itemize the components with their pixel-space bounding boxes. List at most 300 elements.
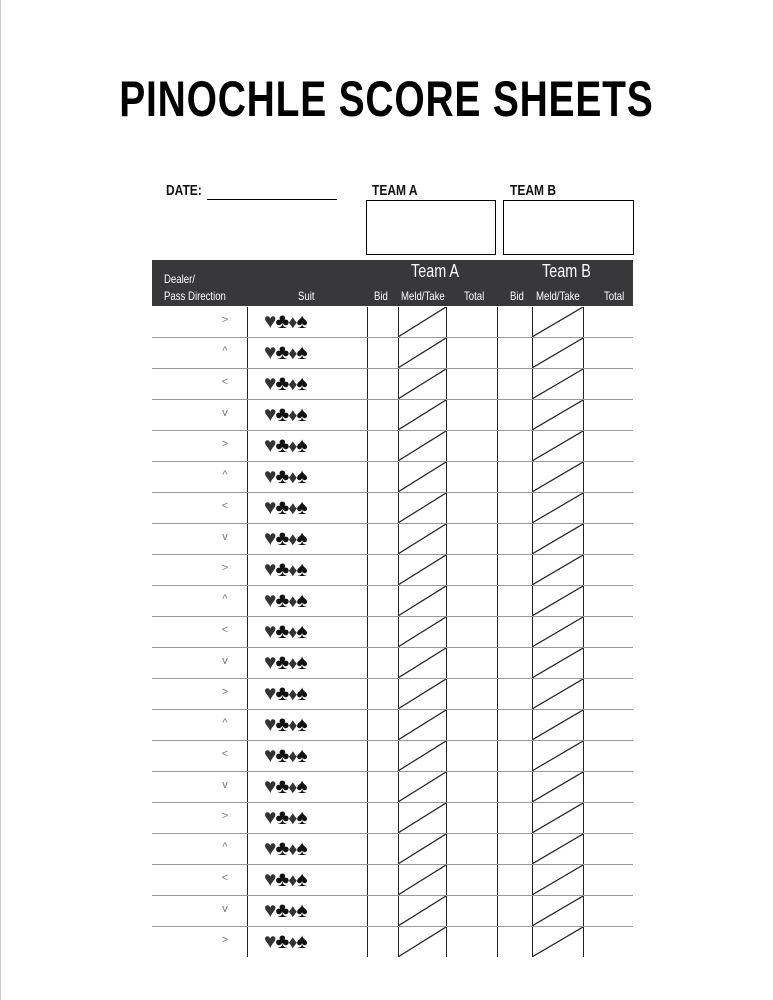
meld-take-divider [532,679,583,709]
header-team-a-bid: Bid [374,289,388,303]
diamond-icon[interactable]: ♦ [288,715,297,735]
column-divider [583,741,584,771]
team-b-meld-take-cell[interactable] [532,524,583,554]
spade-icon[interactable]: ♠ [296,744,307,767]
score-row [152,524,633,555]
club-icon[interactable]: ♣ [275,341,289,364]
header-pass-direction: Pass Direction [164,289,226,303]
club-icon[interactable]: ♣ [275,310,289,333]
team-a-name-box[interactable] [366,200,496,255]
score-row [152,834,633,865]
heart-icon[interactable]: ♥ [264,434,276,457]
column-divider [446,679,447,709]
pass-direction-indicator: v [222,407,228,419]
column-divider [446,431,447,461]
column-divider [367,493,368,523]
club-icon[interactable]: ♣ [275,868,289,891]
meld-take-divider [532,586,583,616]
score-row [152,896,633,927]
spade-icon[interactable]: ♠ [296,837,307,860]
column-divider [583,865,584,895]
team-b-label: TEAM B [510,182,556,199]
score-row [152,741,633,772]
heart-icon[interactable]: ♥ [264,651,276,674]
spade-icon[interactable]: ♠ [296,620,307,643]
meld-take-divider [398,834,446,864]
team-a-label: TEAM A [372,182,418,199]
spade-icon[interactable]: ♠ [296,775,307,798]
diamond-icon[interactable]: ♦ [288,839,297,859]
pass-direction-indicator: > [221,438,229,450]
team-a-meld-take-cell[interactable] [398,772,446,802]
column-divider [247,369,248,399]
team-b-meld-take-cell[interactable] [532,927,583,957]
pass-direction-indicator: > [221,934,229,946]
meld-take-divider [532,400,583,430]
team-a-meld-take-cell[interactable] [398,679,446,709]
pass-direction-indicator: ^ [222,717,228,729]
column-divider [247,865,248,895]
heart-icon[interactable]: ♥ [264,372,276,395]
team-b-meld-take-cell[interactable] [532,648,583,678]
suit-symbols [264,775,307,799]
team-a-meld-take-cell[interactable] [398,524,446,554]
diamond-icon[interactable]: ♦ [288,622,297,642]
club-icon[interactable]: ♣ [275,682,289,705]
score-row [152,586,633,617]
pass-direction-indicator: < [221,500,229,512]
column-divider [446,865,447,895]
team-b-meld-take-cell[interactable] [532,617,583,647]
column-divider [583,524,584,554]
diamond-icon[interactable]: ♦ [288,808,297,828]
column-divider [367,307,368,337]
score-row [152,710,633,741]
column-divider [446,741,447,771]
column-divider [446,307,447,337]
club-icon[interactable]: ♣ [275,527,289,550]
meld-take-divider [532,648,583,678]
column-divider [247,555,248,585]
column-divider [497,462,498,492]
column-divider [446,369,447,399]
club-icon[interactable]: ♣ [275,837,289,860]
meld-take-divider [398,431,446,461]
column-divider [367,369,368,399]
column-divider [247,679,248,709]
meld-take-divider [532,431,583,461]
diamond-icon[interactable]: ♦ [288,436,297,456]
team-b-meld-take-cell[interactable] [532,338,583,368]
heart-icon[interactable]: ♥ [264,930,276,953]
column-divider [446,493,447,523]
club-icon[interactable]: ♣ [275,930,289,953]
heart-icon[interactable]: ♥ [264,620,276,643]
score-row [152,679,633,710]
column-divider [367,586,368,616]
team-a-meld-take-cell[interactable] [398,648,446,678]
team-b-meld-take-cell[interactable] [532,400,583,430]
pass-direction-indicator: ^ [222,841,228,853]
pass-direction-indicator: < [221,624,229,636]
column-divider [247,772,248,802]
column-divider [247,927,248,957]
meld-take-divider [532,369,583,399]
suit-symbols [264,372,307,396]
team-a-meld-take-cell[interactable] [398,586,446,616]
column-divider [583,803,584,833]
heart-icon[interactable]: ♥ [264,775,276,798]
meld-take-divider [398,803,446,833]
diamond-icon[interactable]: ♦ [288,932,297,952]
diamond-icon[interactable]: ♦ [288,653,297,673]
team-a-meld-take-cell[interactable] [398,462,446,492]
spade-icon[interactable]: ♠ [296,372,307,395]
column-divider [583,679,584,709]
spade-icon[interactable]: ♠ [296,806,307,829]
date-field[interactable] [207,199,337,200]
column-divider [583,369,584,399]
header-team-b-meld-take: Meld/Take [536,289,580,303]
diamond-icon[interactable]: ♦ [288,901,297,921]
column-divider [446,648,447,678]
heart-icon[interactable]: ♥ [264,403,276,426]
heart-icon[interactable]: ♥ [264,589,276,612]
heart-icon[interactable]: ♥ [264,899,276,922]
spade-icon[interactable]: ♠ [296,930,307,953]
pass-direction-indicator: v [222,655,228,667]
column-divider [247,493,248,523]
suit-symbols [264,403,307,427]
meld-take-divider [532,803,583,833]
column-divider [583,307,584,337]
meld-take-divider [532,710,583,740]
column-divider [583,834,584,864]
column-divider [497,524,498,554]
column-divider [497,493,498,523]
meld-take-divider [398,369,446,399]
pass-direction-indicator: v [222,903,228,915]
team-b-meld-take-cell[interactable] [532,679,583,709]
team-a-meld-take-cell[interactable] [398,338,446,368]
team-a-meld-take-cell[interactable] [398,369,446,399]
heart-icon[interactable]: ♥ [264,868,276,891]
meld-take-divider [532,865,583,895]
team-b-meld-take-cell[interactable] [532,896,583,926]
team-a-meld-take-cell[interactable] [398,803,446,833]
column-divider [583,896,584,926]
heart-icon[interactable]: ♥ [264,465,276,488]
score-row [152,431,633,462]
team-a-meld-take-cell[interactable] [398,400,446,430]
diamond-icon[interactable]: ♦ [288,467,297,487]
column-divider [367,710,368,740]
column-divider [446,400,447,430]
suit-symbols [264,341,307,365]
column-divider [367,772,368,802]
diamond-icon[interactable]: ♦ [288,684,297,704]
team-a-meld-take-cell[interactable] [398,865,446,895]
meld-take-divider [532,493,583,523]
score-row [152,927,633,957]
meld-take-divider [532,524,583,554]
diamond-icon[interactable]: ♦ [288,343,297,363]
diamond-icon[interactable]: ♦ [288,777,297,797]
meld-take-divider [398,338,446,368]
heart-icon[interactable]: ♥ [264,310,276,333]
club-icon[interactable]: ♣ [275,589,289,612]
heart-icon[interactable]: ♥ [264,527,276,550]
diamond-icon[interactable]: ♦ [288,591,297,611]
spade-icon[interactable]: ♠ [296,341,307,364]
column-divider [497,679,498,709]
heart-icon[interactable]: ♥ [264,806,276,829]
team-b-meld-take-cell[interactable] [532,307,583,337]
column-divider [497,648,498,678]
column-divider [367,462,368,492]
column-divider [446,555,447,585]
column-divider [446,586,447,616]
diamond-icon[interactable]: ♦ [288,560,297,580]
team-b-meld-take-cell[interactable] [532,431,583,461]
column-divider [367,896,368,926]
meld-take-divider [532,741,583,771]
score-row [152,865,633,896]
heart-icon[interactable]: ♥ [264,341,276,364]
column-divider [497,617,498,647]
column-divider [497,896,498,926]
team-b-meld-take-cell[interactable] [532,834,583,864]
pass-direction-indicator: ^ [222,593,228,605]
column-divider [583,772,584,802]
suit-symbols [264,837,307,861]
team-b-meld-take-cell[interactable] [532,493,583,523]
heart-icon[interactable]: ♥ [264,713,276,736]
pass-direction-indicator: > [221,810,229,822]
column-divider [247,710,248,740]
team-a-meld-take-cell[interactable] [398,710,446,740]
column-divider [497,369,498,399]
page-title: PINOCHLE SCORE SHEETS [119,71,654,127]
club-icon[interactable]: ♣ [275,713,289,736]
score-row [152,803,633,834]
column-divider [497,555,498,585]
column-divider [367,865,368,895]
meld-take-divider [398,524,446,554]
column-divider [367,617,368,647]
meld-take-divider [398,493,446,523]
date-label: DATE: [166,182,202,199]
pass-direction-indicator: < [221,872,229,884]
column-divider [367,524,368,554]
spade-icon[interactable]: ♠ [296,899,307,922]
spade-icon[interactable]: ♠ [296,465,307,488]
team-b-meld-take-cell[interactable] [532,803,583,833]
header-suit: Suit [298,289,315,303]
team-b-name-box[interactable] [503,200,634,255]
column-divider [247,307,248,337]
spade-icon[interactable]: ♠ [296,713,307,736]
club-icon[interactable]: ♣ [275,899,289,922]
pass-direction-indicator: ^ [222,469,228,481]
meld-take-divider [398,617,446,647]
meld-take-divider [398,586,446,616]
suit-symbols [264,868,307,892]
suit-symbols [264,744,307,768]
team-a-meld-take-cell[interactable] [398,927,446,957]
heart-icon[interactable]: ♥ [264,558,276,581]
column-divider [367,803,368,833]
meld-take-divider [398,741,446,771]
team-b-meld-take-cell[interactable] [532,555,583,585]
pass-direction-indicator: v [222,779,228,791]
column-divider [446,710,447,740]
club-icon[interactable]: ♣ [275,558,289,581]
spade-icon[interactable]: ♠ [296,434,307,457]
column-divider [367,648,368,678]
club-icon[interactable]: ♣ [275,372,289,395]
spade-icon[interactable]: ♠ [296,589,307,612]
column-divider [446,338,447,368]
club-icon[interactable]: ♣ [275,775,289,798]
club-icon[interactable]: ♣ [275,434,289,457]
column-divider [583,648,584,678]
diamond-icon[interactable]: ♦ [288,746,297,766]
team-b-meld-take-cell[interactable] [532,369,583,399]
diamond-icon[interactable]: ♦ [288,529,297,549]
club-icon[interactable]: ♣ [275,806,289,829]
club-icon[interactable]: ♣ [275,651,289,674]
spade-icon[interactable]: ♠ [296,868,307,891]
header-team-b-total: Total [604,289,625,303]
column-divider [247,617,248,647]
score-row [152,493,633,524]
column-divider [583,431,584,461]
team-a-meld-take-cell[interactable] [398,493,446,523]
meld-take-divider [398,307,446,337]
meld-take-divider [532,462,583,492]
column-divider [247,741,248,771]
column-divider [583,710,584,740]
score-rows [152,307,633,957]
heart-icon[interactable]: ♥ [264,496,276,519]
table-header [152,260,633,306]
club-icon[interactable]: ♣ [275,465,289,488]
column-divider [583,617,584,647]
column-divider [446,617,447,647]
heart-icon[interactable]: ♥ [264,682,276,705]
diamond-icon[interactable]: ♦ [288,312,297,332]
column-divider [247,524,248,554]
column-divider [497,927,498,957]
club-icon[interactable]: ♣ [275,496,289,519]
column-divider [367,834,368,864]
column-divider [583,338,584,368]
team-a-meld-take-cell[interactable] [398,834,446,864]
score-row [152,648,633,679]
column-divider [583,555,584,585]
team-a-meld-take-cell[interactable] [398,307,446,337]
team-b-meld-take-cell[interactable] [532,865,583,895]
suit-symbols [264,930,307,954]
club-icon[interactable]: ♣ [275,620,289,643]
team-b-meld-take-cell[interactable] [532,462,583,492]
meld-take-divider [398,462,446,492]
meld-take-divider [398,927,446,957]
pass-direction-indicator: > [221,686,229,698]
team-a-meld-take-cell[interactable] [398,617,446,647]
meld-take-divider [532,834,583,864]
score-row [152,617,633,648]
club-icon[interactable]: ♣ [275,744,289,767]
spade-icon[interactable]: ♠ [296,403,307,426]
column-divider [367,431,368,461]
column-divider [247,803,248,833]
meld-take-divider [532,307,583,337]
meld-take-divider [398,400,446,430]
diamond-icon[interactable]: ♦ [288,498,297,518]
suit-symbols [264,682,307,706]
spade-icon[interactable]: ♠ [296,651,307,674]
column-divider [497,431,498,461]
column-divider [497,834,498,864]
heart-icon[interactable]: ♥ [264,837,276,860]
score-row [152,772,633,803]
column-divider [446,462,447,492]
heart-icon[interactable]: ♥ [264,744,276,767]
column-divider [583,927,584,957]
meld-take-divider [398,896,446,926]
team-b-meld-take-cell[interactable] [532,741,583,771]
team-a-meld-take-cell[interactable] [398,741,446,771]
suit-symbols [264,527,307,551]
meld-take-divider [532,555,583,585]
diamond-icon[interactable]: ♦ [288,374,297,394]
club-icon[interactable]: ♣ [275,403,289,426]
pass-direction-indicator: > [221,562,229,574]
column-divider [367,338,368,368]
column-divider [446,927,447,957]
team-b-meld-take-cell[interactable] [532,586,583,616]
spade-icon[interactable]: ♠ [296,496,307,519]
suit-symbols [264,651,307,675]
column-divider [247,338,248,368]
spade-icon[interactable]: ♠ [296,682,307,705]
column-divider [367,400,368,430]
column-divider [583,586,584,616]
column-divider [497,586,498,616]
meld-take-divider [532,772,583,802]
team-b-meld-take-cell[interactable] [532,710,583,740]
team-a-meld-take-cell[interactable] [398,431,446,461]
team-b-meld-take-cell[interactable] [532,772,583,802]
suit-symbols [264,434,307,458]
column-divider [583,462,584,492]
diamond-icon[interactable]: ♦ [288,870,297,890]
suit-symbols [264,310,307,334]
spade-icon[interactable]: ♠ [296,310,307,333]
column-divider [497,338,498,368]
spade-icon[interactable]: ♠ [296,527,307,550]
team-a-meld-take-cell[interactable] [398,896,446,926]
spade-icon[interactable]: ♠ [296,558,307,581]
column-divider [247,834,248,864]
diamond-icon[interactable]: ♦ [288,405,297,425]
column-divider [497,865,498,895]
meld-take-divider [532,617,583,647]
team-a-meld-take-cell[interactable] [398,555,446,585]
column-divider [247,462,248,492]
